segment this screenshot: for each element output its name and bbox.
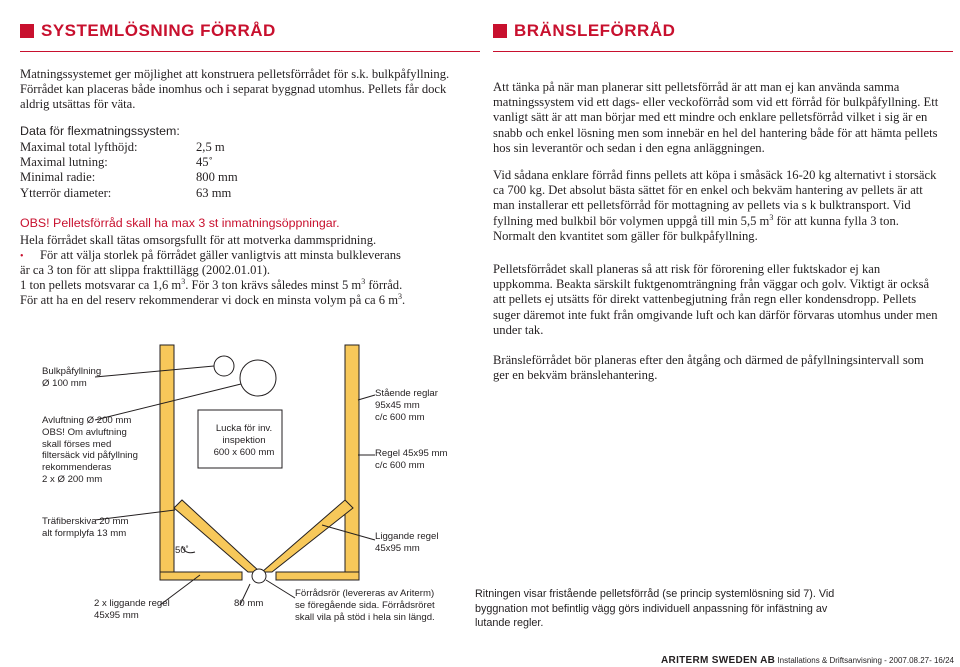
- left-wall: [160, 345, 174, 573]
- drawing-caption: Ritningen visar fristående pelletsförråd (se princip systemlösning sid 7). Vid byggnation mot befintlig vägg görs individuell anpassning för infästning av lutande regler.: [475, 588, 835, 629]
- density-line: 1 ton pellets motsvarar ca 1,6 $m^3$. För 3 ton krävs således minst 5 $m^3$ förråd.: [20, 276, 403, 292]
- spec-value: 63 mm: [196, 185, 232, 200]
- sump-pipe-label: Förrådsrör (levereras av Ariterm) se föregående sida. Förrådsröret skall vila på stöd i hela sin längd.: [295, 588, 435, 623]
- sump-pipe-circle: [252, 569, 266, 583]
- brand-name: ARITERM SWEDEN AB: [661, 655, 776, 666]
- right-paragraph-3: Pelletsförrådet skall planeras så att risk för förorening eller fuktskador ej kan uppkomma. Beakta särskilt fuktgenomträngning från väggar och golv. Viktigt är också att pellets ej utsätts för direkt vattenbegjutning från regn eller kondensdropp. Pellets suger däremot inte fukt från omgivande luft och kan därför förvaras utomhus under men under tak.: [493, 262, 938, 337]
- reserve-line: För att ha en del reserv rekommenderar vi dock en minsta volym på ca 6 $m^3$.: [20, 291, 406, 307]
- right-paragraph-2: Vid sådana enklare förråd finns pellets att köpa i småsäck 16-20 kg alternativt i storsäck ca 700 kg. Det absolut bästa sättet för en enkel och bekväm hantering av pellets är att man installerar ett pelletsförråd för mottagning av pellets via s k bulktransport. Vid fyllning med bulkbil bör volymen uppgå till min 5,5 $m^3$ för att kunna fylla 3 ton. Normalt den kvantitet som gäller för bulkpåfyllning.: [493, 168, 937, 243]
- spec-heading: Data för flexmatningssystem:: [20, 124, 180, 138]
- fill-pipe-circle: [214, 356, 234, 376]
- board-label: Träfiberskiva 20 mm alt formplyfa 13 mm: [42, 516, 129, 539]
- spec-value: 800 mm: [196, 170, 238, 185]
- document-id: Installations & Driftsanvisning - 2007.08.27- 16/24: [777, 656, 954, 665]
- right-floor-rail: [276, 572, 359, 580]
- lying-rail-label: Liggande regel 45x95 mm: [375, 531, 439, 554]
- spec-label: Ytterrör diameter:: [20, 185, 112, 200]
- left-slope-panel: [174, 500, 260, 572]
- spec-label: Maximal lutning:: [20, 155, 108, 170]
- left-floor-rail: [160, 572, 242, 580]
- spec-label: Minimal radie:: [20, 170, 96, 185]
- footer: [661, 655, 954, 666]
- rail-label: Regel 45x95 mm c/c 600 mm: [375, 448, 448, 471]
- vent-pipe-label: Avluftning Ø 200 mm OBS! Om avluftning skall förses med filtersäck vid påfyllning rekommenderas 2 x Ø 200 mm: [42, 415, 138, 485]
- intro-paragraph: Matningssystemet ger möjlighet att konstruera pelletsförrådet för s.k. bulkpåfyllning. Förrådet kan placeras både inomhus och i separat byggnad utomhus. Pellets får dock aldrig utsättas för väta.: [20, 67, 450, 112]
- spec-value: 2,5 m: [196, 140, 225, 154]
- fill-pipe-label: Bulkpåfyllning Ø 100 mm: [42, 366, 102, 389]
- left-section-title: SYSTEMLÖSNING FÖRRÅD: [20, 20, 276, 42]
- right-slope-panel: [262, 500, 353, 572]
- spec-value: 45˚: [196, 155, 213, 170]
- right-paragraph-4: Bränsleförrådet bör planeras efter den åtgång och därmed de påfyllningsintervall som ger en bekväm bränslehantering.: [493, 353, 924, 383]
- studs-label: Stående reglar 95x45 mm c/c 600 mm: [375, 388, 438, 423]
- gap-label: 80 mm: [234, 598, 264, 609]
- right-paragraph-1: Att tänka på när man planerar sitt pelletsförråd är att man ej kan använda samma matningssystem vid ett dags- eller veckoförråd som vid ett förråd för bulkpåfyllning. Ett vanligt sätt är att man börjar med ett mindre och enklare pelletsförråd vilket i sig är en snabb och enkel lösning men som innebär en hel del hantering både för att hämta pellets hos sin leverantör och sedan i den egna anläggningen.: [493, 80, 939, 155]
- size-line-2: är ca 3 ton för att slippa frakttillägg (2002.01.01).: [20, 263, 271, 277]
- seal-note: Hela förrådet skall tätas omsorgsfullt för att motverka dammspridning.: [20, 233, 377, 247]
- spec-label: Maximal total lyfthöjd:: [20, 140, 138, 154]
- bullet-icon: •: [20, 251, 24, 262]
- angle-label: 50˚: [175, 545, 189, 556]
- hatch-label: Lucka för inv. inspektion 600 x 600 mm: [213, 423, 275, 458]
- size-line-1: För att välja storlek på förrådet gäller vanligtvis att minsta bulkleverans: [40, 248, 401, 262]
- right-section-title: BRÄNSLEFÖRRÅD: [493, 20, 675, 42]
- vent-pipe-circle: [240, 360, 276, 396]
- obs-note: OBS! Pelletsförråd skall ha max 3 st inmatningsöppningar.: [20, 216, 340, 230]
- right-wall: [345, 345, 359, 573]
- double-rail-label: 2 x liggande regel 45x95 mm: [94, 598, 170, 621]
